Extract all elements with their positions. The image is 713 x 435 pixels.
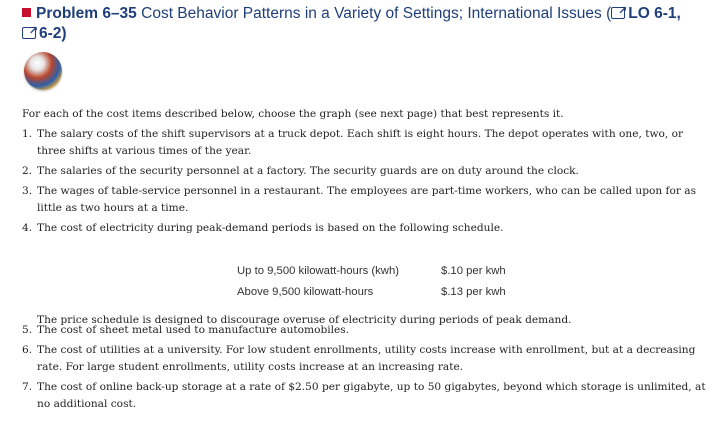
item-text: The cost of sheet metal used to manufacture automobiles. (37, 324, 350, 336)
problem-label: Problem 6–35 (36, 5, 137, 22)
list-item (22, 379, 708, 413)
lo-link-1[interactable]: LO 6-1, (628, 5, 681, 22)
schedule-rate: $.10 per kwh (441, 265, 506, 277)
item-text: The salary costs of the shift supervisors at a truck depot. Each shift is eight hours. The depot operates with one, two, or three shifts at various times of the year. (37, 128, 684, 157)
list-item (22, 163, 708, 180)
lo-link-2[interactable]: 6-2 (39, 25, 62, 42)
item-text: The cost of online back-up storage at a rate of $2.50 per gigabyte, up to 50 gigabytes, beyond which storage is unlimited, at no additional cost. (37, 381, 706, 410)
item-number: 5. (22, 324, 33, 336)
list-item (22, 342, 708, 376)
item-number: 7. (22, 381, 33, 393)
item-text: The wages of table-service personnel in a restaurant. The employees are part-time workers, who can be called upon for as little as two hours at a time. (37, 185, 697, 214)
item-number: 3. (22, 185, 33, 197)
list-item (22, 220, 708, 237)
problem-header: Problem 6–35 Cost Behavior Patterns in a Variety of Settings; International Issues (↗ LO 6-1, ↗6-2) (22, 4, 702, 44)
item-text: The salaries of the security personnel at a factory. The security guards are on duty around the clock. (37, 165, 579, 177)
schedule-range: Above 9,500 kilowatt-hours (237, 286, 374, 298)
international-globe-icon (24, 52, 62, 90)
item-text: The cost of electricity during peak-demand periods is based on the following schedule. (37, 222, 504, 234)
item-number: 2. (22, 165, 33, 177)
list-item (22, 183, 708, 217)
red-square-icon (22, 8, 31, 17)
list-item (22, 126, 708, 160)
item-number: 1. (22, 128, 33, 140)
schedule-rate: $.13 per kwh (441, 286, 506, 298)
item-number: 4. (22, 222, 33, 234)
item-number: 6. (22, 344, 33, 356)
external-link-icon[interactable] (611, 7, 625, 19)
schedule-range: Up to 9,500 kilowatt-hours (kwh) (237, 265, 399, 277)
item-text: The cost of utilities at a university. For low student enrollments, utility costs increase with enrollment, but at a decreasing rate. For large student enrollments, utility costs increase at an increasing rate. (37, 344, 696, 373)
schedule-note: The price schedule is designed to discourage overuse of electricity during periods of peak demand. (37, 314, 572, 326)
intro-text: For each of the cost items described below, choose the graph (see next page) that best represents it. (22, 108, 564, 120)
problem-title: Cost Behavior Patterns in a Variety of Settings; International Issues (141, 5, 602, 22)
external-link-icon[interactable] (22, 27, 36, 39)
paren-close: ) (61, 25, 67, 42)
